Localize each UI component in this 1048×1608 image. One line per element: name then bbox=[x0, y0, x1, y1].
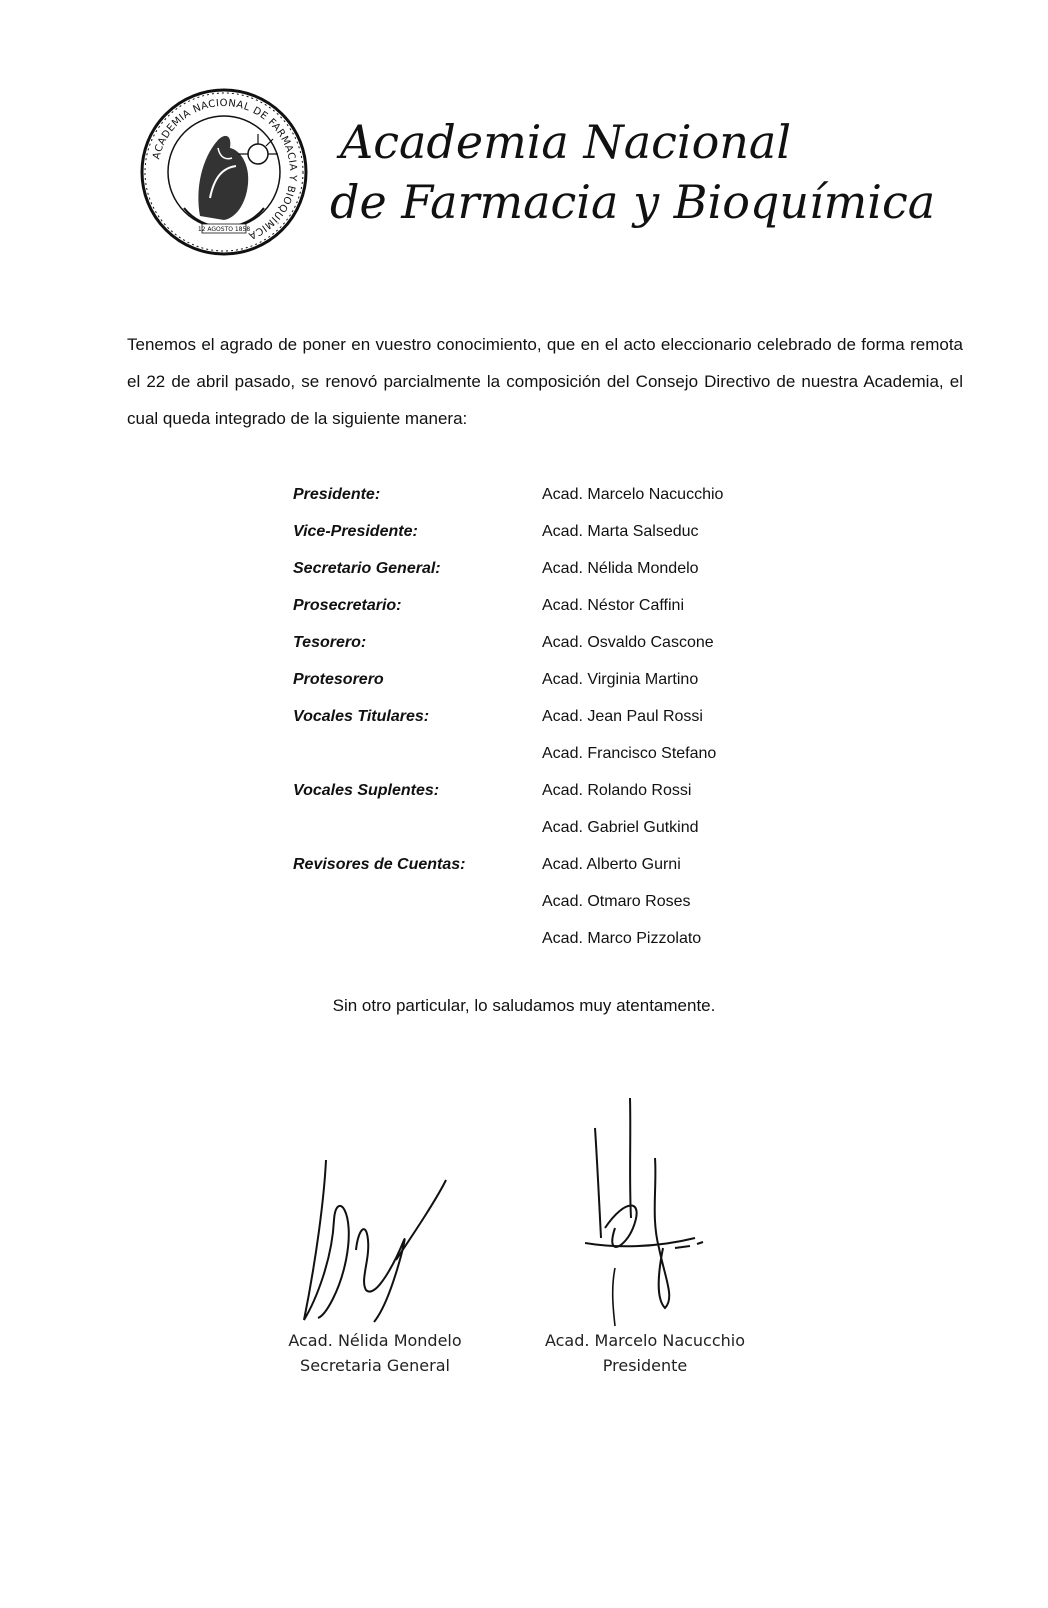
board-row bbox=[293, 772, 813, 809]
board-row bbox=[293, 735, 813, 772]
board-member: Acad. Marco Pizzolato bbox=[542, 929, 702, 947]
board-member: Acad. Otmaro Roses bbox=[542, 892, 691, 910]
board-role: Secretario General: bbox=[293, 559, 441, 577]
board-role: Prosecretario: bbox=[293, 596, 402, 614]
board-member: Acad. Néstor Caffini bbox=[542, 596, 684, 614]
board-member: Acad. Marta Salseduc bbox=[542, 522, 699, 540]
board-member: Acad. Rolando Rossi bbox=[542, 781, 692, 799]
board-composition bbox=[293, 476, 813, 957]
board-row bbox=[293, 883, 813, 920]
board-row bbox=[293, 661, 813, 698]
board-member: Acad. Alberto Gurni bbox=[542, 855, 681, 873]
board-member: Acad. Jean Paul Rossi bbox=[542, 707, 703, 725]
board-member: Acad. Gabriel Gutkind bbox=[542, 818, 699, 836]
board-member: Acad. Francisco Stefano bbox=[542, 744, 717, 762]
board-row bbox=[293, 920, 813, 957]
intro-paragraph: Tenemos el agrado de poner en vuestro conocimiento, que en el acto eleccionario celebrado de forma remota el 22 de abril pasado, se renovó parcialmente la composición del Consejo Directivo de nuestra Academia, el cual queda integrado de la siguiente manera: bbox=[127, 335, 963, 428]
board-role: Presidente: bbox=[293, 485, 381, 503]
closing-line: Sin otro particular, lo saludamos muy atentamente. bbox=[332, 996, 716, 1015]
signature-mondelo-icon bbox=[296, 1150, 466, 1325]
board-role: Vocales Titulares: bbox=[293, 707, 430, 725]
signer-mondelo bbox=[270, 1328, 480, 1378]
board-role: Vocales Suplentes: bbox=[293, 781, 440, 799]
board-row bbox=[293, 550, 813, 587]
board-member: Acad. Marcelo Nacucchio bbox=[542, 485, 724, 503]
board-role: Vice-Presidente: bbox=[293, 522, 418, 540]
board-member: Acad. Nélida Mondelo bbox=[542, 559, 699, 577]
board-role: Tesorero: bbox=[293, 633, 367, 651]
board-row bbox=[293, 476, 813, 513]
board-member: Acad. Osvaldo Cascone bbox=[542, 633, 714, 651]
board-row bbox=[293, 698, 813, 735]
svg-text:12 AGOSTO 1858: 12 AGOSTO 1858 bbox=[197, 226, 251, 233]
board-row bbox=[293, 587, 813, 624]
board-row bbox=[293, 624, 813, 661]
academy-name-line2: de Farmacia y Bioquímica bbox=[330, 175, 936, 229]
academy-name bbox=[330, 112, 935, 232]
academy-name-line1: Academia Nacional bbox=[340, 115, 792, 169]
board-row bbox=[293, 809, 813, 846]
board-role: Revisores de Cuentas: bbox=[293, 855, 466, 873]
signer-name: Acad. Marcelo Nacucchio bbox=[544, 1331, 746, 1350]
signer-nacucchio bbox=[530, 1328, 760, 1378]
signer-name: Acad. Nélida Mondelo bbox=[288, 1331, 462, 1350]
signature-nacucchio-icon bbox=[585, 1098, 735, 1328]
signer-title: Secretaria General bbox=[300, 1356, 450, 1375]
board-row bbox=[293, 846, 813, 883]
board-role: Protesorero bbox=[293, 670, 384, 688]
svg-text:ACADEMIA NACIONAL DE FARMACIA: ACADEMIA NACIONAL DE FARMACIA Y BIOQUÍMICA bbox=[151, 97, 299, 242]
board-row bbox=[293, 513, 813, 550]
signer-title: Presidente bbox=[602, 1356, 688, 1375]
board-member: Acad. Virginia Martino bbox=[542, 670, 699, 688]
academy-seal-icon bbox=[140, 88, 308, 256]
